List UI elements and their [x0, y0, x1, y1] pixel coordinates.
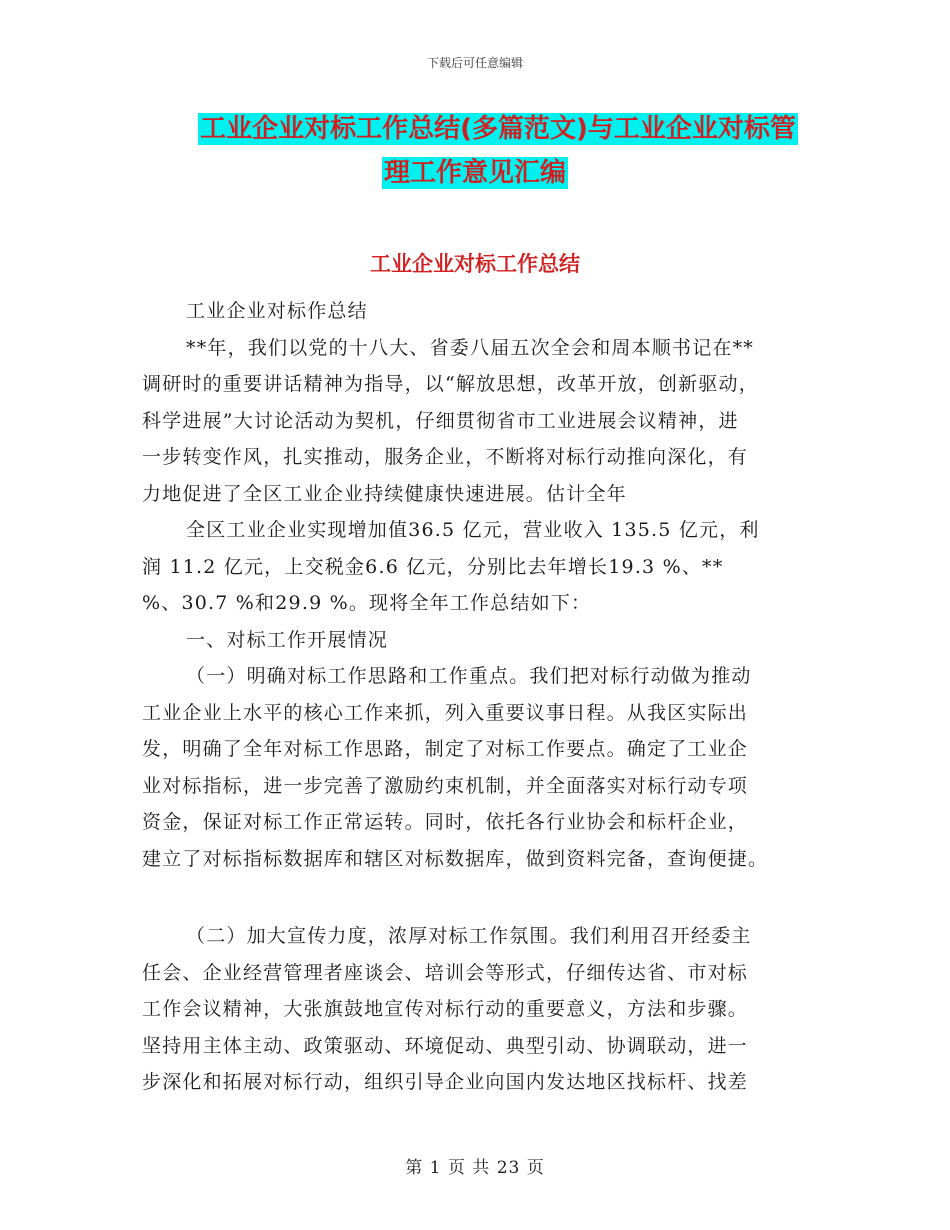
document-title-line2 [0, 156, 950, 190]
body-block-2 [142, 918, 814, 1101]
page-footer: 第 1 页 共 23 页 [405, 1158, 545, 1178]
paragraph-line: 调研时的重要讲话精神为指导，以“解放思想，改革开放，创新驱动， [142, 373, 759, 395]
paragraph-line: 科学进展”大讨论活动为契机，仔细贯彻省市工业进展会议精神，进 [142, 409, 739, 432]
paragraph-line: （一）明确对标工作思路和工作重点。我们把对标行动做为推动 [186, 665, 752, 687]
paragraph-line: 工业企业对标作总结 [186, 300, 368, 322]
paragraph-line: 坚持用主体主动、政策驱动、环境促动、典型引动、协调联动，进一 [142, 1034, 749, 1057]
paragraph-line: 步深化和拓展对标行动，组织引导企业向国内发达地区找标杆、找差 [142, 1071, 749, 1093]
paragraph-line: 资金，保证对标工作正常运转。同时，依托各行业协会和标杆企业， [142, 811, 749, 833]
paragraph-line: %、30.7 %和29.9 %。现将全年工作总结如下： [142, 592, 592, 614]
paragraph-line: （二）加大宣传力度，浓厚对标工作氛围。我们利用召开经委主 [186, 925, 752, 947]
title-line1-text: 工业企业对标工作总结(多篇范文)与工业企业对标管 [200, 114, 796, 144]
document-title-line1 [0, 112, 950, 146]
paragraph-line: 力地促进了全区工业企业持续健康快速进展。估计全年 [142, 482, 627, 505]
body-block-1 [142, 293, 814, 877]
paragraph-line: 工业企业上水平的核心工作来抓，列入重要议事日程。从我区实际出 [142, 701, 749, 724]
paragraph-line: 一步转变作风，扎实推动，服务企业，不断将对标行动推向深化，有 [142, 446, 749, 468]
paragraph-line: 发，明确了全年对标工作思路，制定了对标工作要点。确定了工业企 [142, 738, 749, 760]
header-note: 下载后可任意编辑 [426, 56, 523, 70]
paragraph-line: 全区工业企业实现增加值36.5 亿元，营业收入 135.5 亿元，利 [186, 519, 760, 541]
paragraph-line: 业对标指标，进一步完善了激励约束机制，并全面落实对标行动专项 [142, 774, 749, 797]
paragraph-line: 建立了对标指标数据库和辖区对标数据库，做到资料完备，查询便捷。 [142, 847, 769, 870]
paragraph-line: 任会、企业经营管理者座谈会、培训会等形式，仔细传达省、市对标 [142, 961, 749, 984]
paragraph-line: 润 11.2 亿元，上交税金6.6 亿元，分别比去年增长19.3 %、** [142, 555, 724, 578]
paragraph-line: **年，我们以党的十八大、省委八届五次全会和周本顺书记在** [186, 336, 755, 359]
paragraph-line: 一、对标工作开展情况 [186, 628, 389, 651]
paragraph-line: 工作会议精神，大张旗鼓地宣传对标行动的重要意义，方法和步骤。 [142, 998, 749, 1020]
title-line2-text: 理工作意见汇编 [383, 158, 566, 188]
section-title: 工业企业对标工作总结 [370, 252, 580, 276]
